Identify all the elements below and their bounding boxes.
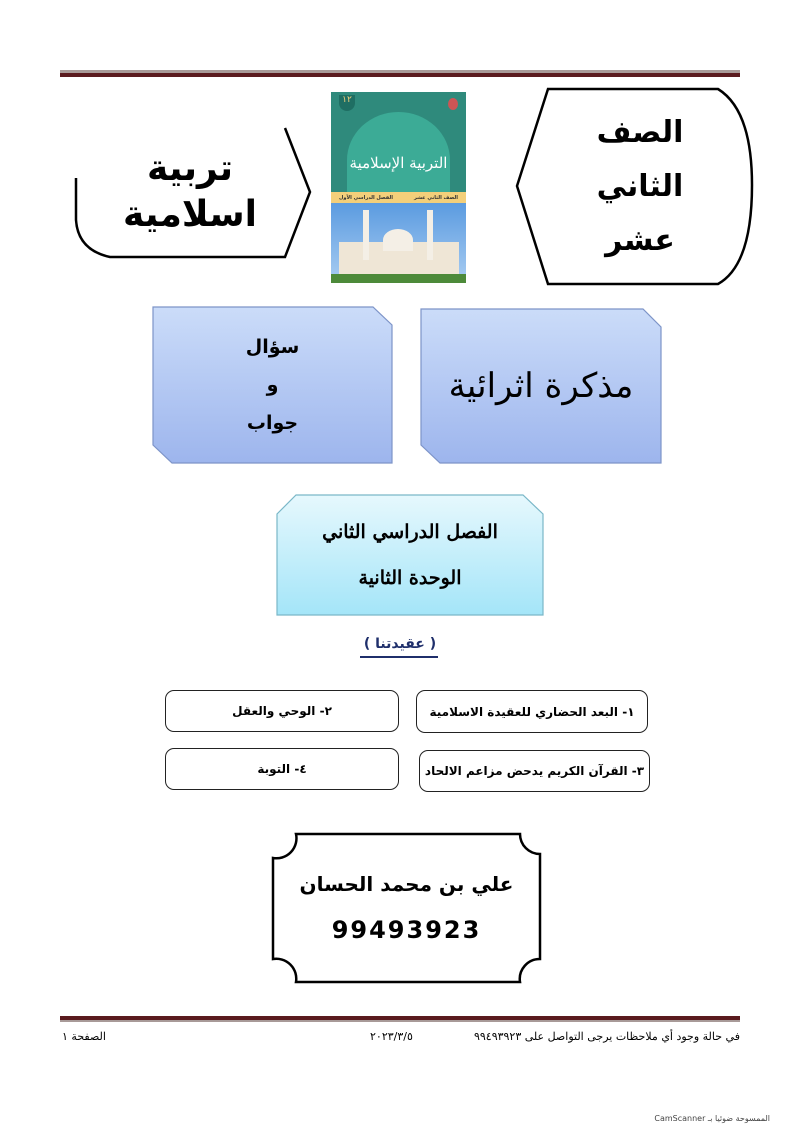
- qa-line-1: سؤال: [245, 336, 300, 358]
- unit-title: ( عقيدتنا ): [363, 636, 437, 652]
- author-name: علي بن محمد الحسان: [299, 872, 514, 896]
- grade-line-1: الصف: [596, 115, 684, 150]
- topic-2: ٢- الوحي والعقل: [165, 690, 399, 732]
- camscanner-watermark: الممسوحة ضوئيا بـ CamScanner: [654, 1114, 770, 1123]
- bottom-rule-light: [60, 1020, 740, 1022]
- book-photo-minaret-right: [427, 210, 433, 260]
- footer-page-number: الصفحة ١: [62, 1030, 106, 1043]
- memo-title: مذكرة اثرائية: [448, 366, 634, 406]
- qa-line-3: جواب: [246, 412, 299, 434]
- topic-1: ١- البعد الحضاري للعقيدة الاسلامية: [416, 690, 648, 733]
- footer-note: في حالة وجود أي ملاحظات يرجى التواصل على ٩٩٤٩٣٩٢٣: [473, 1030, 740, 1043]
- semester-box: [277, 495, 543, 615]
- unit-title-underline: [360, 656, 438, 658]
- author-box: [273, 834, 540, 982]
- footer-date: ٢٠٢٣/٣/٥: [370, 1030, 413, 1043]
- book-ribbon: [331, 192, 466, 203]
- unit-label: الوحدة الثانية: [358, 567, 462, 589]
- grade-label: [560, 98, 720, 276]
- subject-label: [110, 128, 270, 256]
- book-photo-dome: [383, 229, 413, 251]
- book-ribbon-grade: الصف الثاني عشر: [413, 194, 458, 201]
- subject-line-2: اسلامية: [123, 194, 257, 235]
- book-grade-badge: ١٢: [339, 95, 355, 111]
- topic-4: ٤- التوبة: [165, 748, 399, 790]
- book-cover-image: [331, 92, 466, 283]
- book-photo-grass: [331, 274, 466, 283]
- semester-label: الفصل الدراسي الثاني: [322, 521, 498, 543]
- grade-line-2: الثاني: [596, 169, 684, 204]
- topic-3: ٣- القرآن الكريم يدحض مزاعم الالحاد: [419, 750, 650, 792]
- oman-emblem-icon: [448, 98, 458, 110]
- book-title: التربية الإسلامية: [349, 154, 448, 172]
- author-phone: 99493923: [331, 916, 482, 944]
- subject-line-1: تربية: [147, 148, 233, 189]
- book-dome-arch: [347, 112, 450, 192]
- qa-line-2: و: [266, 374, 279, 396]
- book-photo-minaret-left: [363, 210, 369, 260]
- memo-box: [421, 309, 661, 463]
- qa-box: [153, 307, 392, 463]
- book-ribbon-semester: الفصل الدراسي الأول: [339, 194, 393, 201]
- grade-line-3: عشر: [605, 223, 675, 258]
